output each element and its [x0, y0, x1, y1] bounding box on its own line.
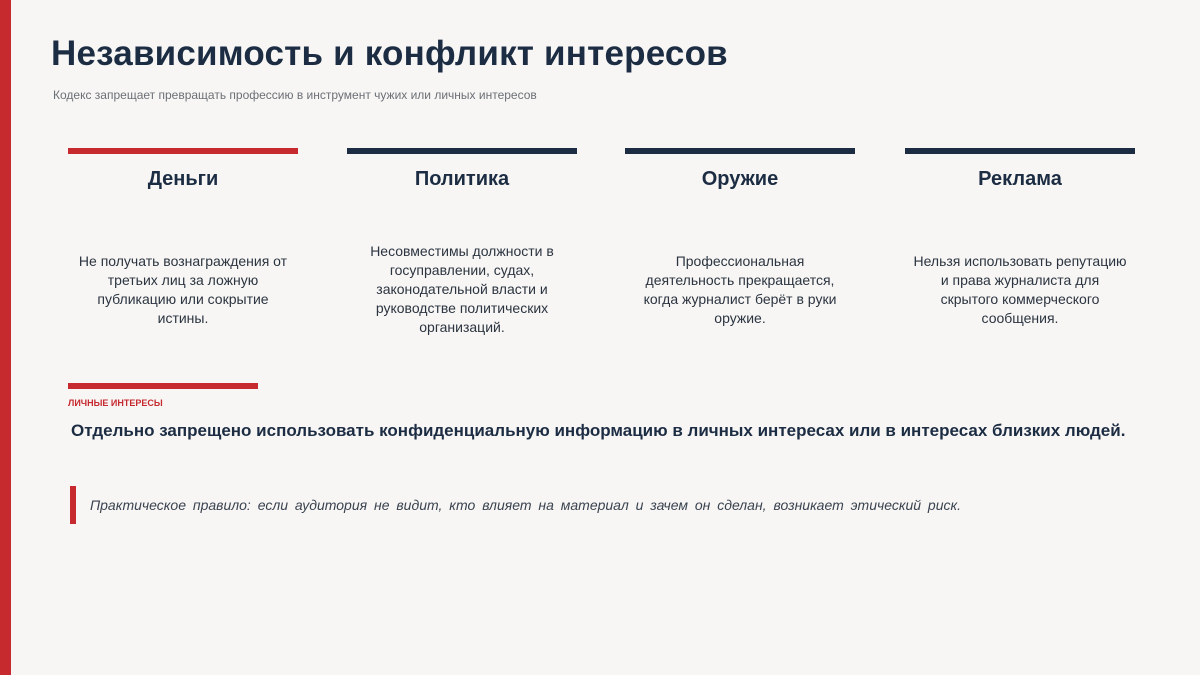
column-text: Нельзя использовать репутацию и права журналиста для скрытого коммерческого сообщения.	[913, 253, 1127, 326]
column-rule	[68, 148, 298, 154]
page-title: Независимость и конфликт интересов	[51, 34, 728, 73]
column-money	[68, 148, 298, 326]
column-text: Не получать вознаграждения от третьих лиц за ложную публикацию или сокрытие истины.	[78, 253, 288, 326]
personal-rule	[68, 383, 258, 389]
personal-label: ЛИЧНЫЕ ИНТЕРЕСЫ	[68, 398, 163, 408]
left-accent-bar	[0, 0, 11, 675]
column-rule	[625, 148, 855, 154]
column-heading: Оружие	[701, 168, 779, 190]
column-heading: Деньги	[147, 168, 219, 190]
column-rule	[905, 148, 1135, 154]
practical-rule-quote: Практическое правило: если аудитория не видит, кто влияет на материал и зачем он сделан, возникает этический риск.	[90, 497, 961, 513]
column-politics	[347, 148, 577, 335]
column-text: Профессиональная деятельность прекращается, когда журналист берёт в руки оружие.	[643, 253, 837, 326]
personal-statement: Отдельно запрещено использовать конфиденциальную информацию в личных интересах или в интересах близких людей.	[71, 421, 1126, 440]
page-subtitle: Кодекс запрещает превращать профессию в инструмент чужих или личных интересов	[53, 88, 537, 102]
column-text: Несовместимы должности в госуправлении, судах, законодательной власти и руководстве политических организаций.	[370, 243, 554, 335]
column-rule	[347, 148, 577, 154]
column-heading: Политика	[414, 168, 510, 190]
column-heading: Реклама	[978, 168, 1062, 190]
quote-accent-bar	[70, 486, 76, 524]
column-advertising	[905, 148, 1135, 326]
column-weapons	[625, 148, 855, 326]
